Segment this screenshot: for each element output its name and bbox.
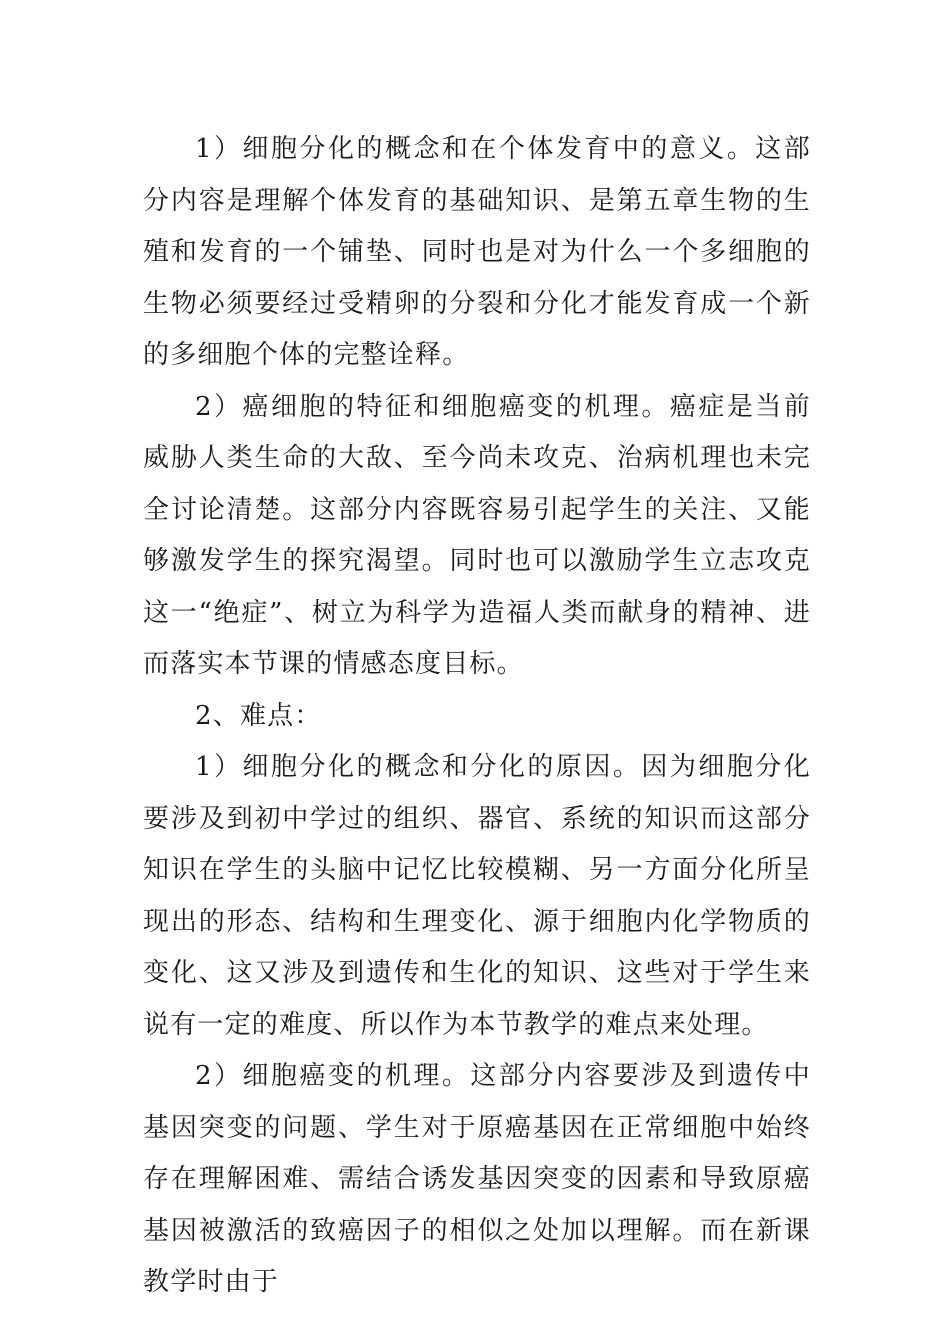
paragraph-differentiation-significance: 1）细胞分化的概念和在个体发育中的意义。这部分内容是理解个体发育的基础知识、是第五章生物的生殖和发育的一个铺垫、同时也是对为什么一个多细胞的生物必须要经过受精卵的分裂和分化才能发育成一个新的多细胞个体的完整诠释。 (143, 134, 811, 370)
paragraph-cancer-mechanism: 2）癌细胞的特征和细胞癌变的机理。癌症是当前威胁人类生命的大敌、至今尚未攻克、治病机理也未完全讨论清楚。这部分内容既容易引起学生的关注、又能够激发学生的探究渴望。同时也可以激励学生立志攻克这一“绝症”、树立为科学为造福人类而献身的精神、进而落实本节课的情感态度目标。 (143, 391, 811, 679)
document-body (143, 124, 811, 1309)
section-heading-difficulties: 2、难点： (195, 700, 322, 731)
paragraph-differentiation-causes: 1）细胞分化的概念和分化的原因。因为细胞分化要涉及到初中学过的组织、器官、系统的知识而这部分知识在学生的头脑中记忆比较模糊、另一方面分化所呈现出的形态、结构和生理变化、源于细胞内化学物质的变化、这又涉及到遗传和生化的知识、这些对于学生来说有一定的难度、所以作为本节教学的难点来处理。 (143, 752, 811, 1040)
paragraph-carcinogenesis-mechanism: 2）细胞癌变的机理。这部分内容要涉及到遗传中基因突变的问题、学生对于原癌基因在正常细胞中始终存在理解困难、需结合诱发基因突变的因素和导致原癌基因被激活的致癌因子的相似之处加以理解。而在新课教学时由于 (143, 1061, 811, 1297)
